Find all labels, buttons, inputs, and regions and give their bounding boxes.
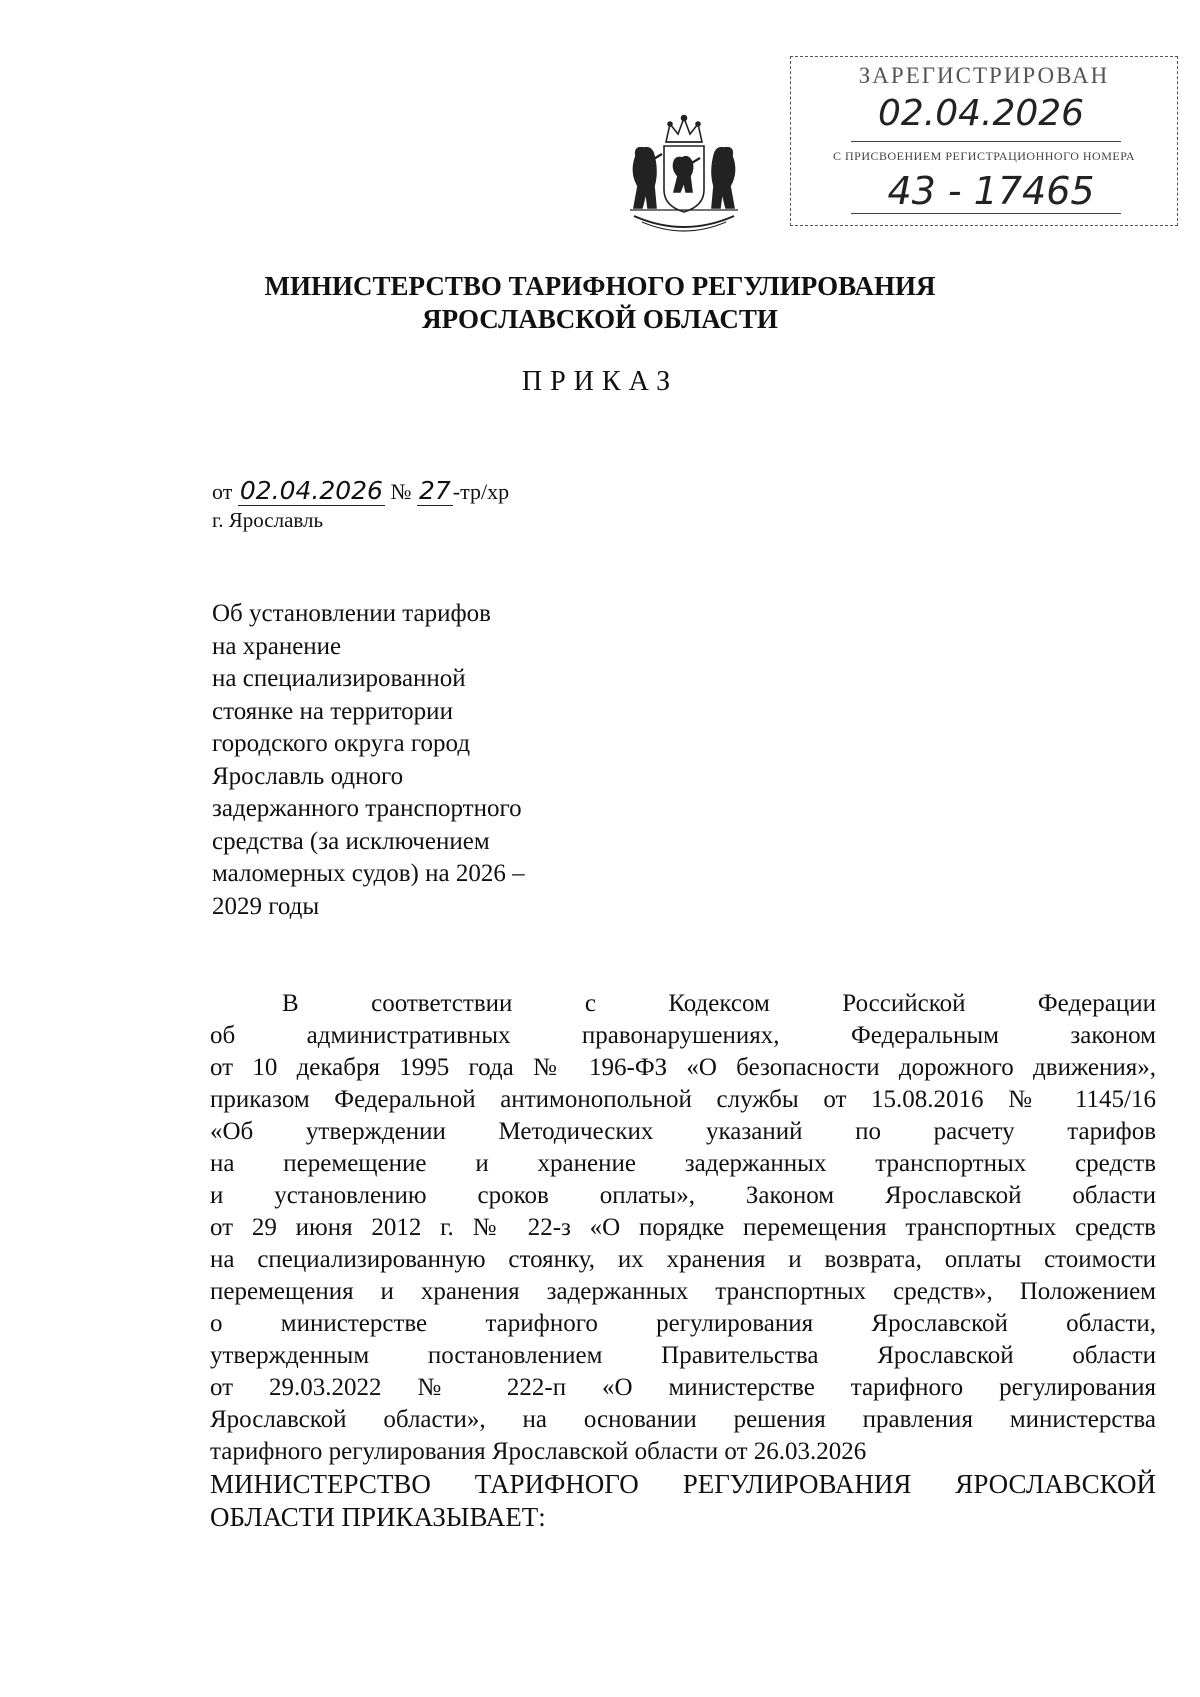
subject-line: Об установлении тарифов [212,600,491,627]
subject-line: на специализированной [212,665,466,692]
stamp-divider [851,141,1121,142]
order-number-line [212,476,509,506]
subject-line: на хранение [212,632,342,660]
order-city: г. Ярославль [212,508,324,532]
subject-line: Ярославль одного [212,762,404,790]
order-date: 02.04.2026 [239,476,383,505]
order-number: 27 [418,476,451,505]
ministry-orders-line: МИНИСТЕРСТВО ТАРИФНОГО РЕГУЛИРОВАНИЯ ЯРОСЛАВСКОЙ [210,1469,1156,1499]
order-body [210,988,1156,1534]
body-line: на перемещение и хранение задержанных транспортных средств [210,1150,1156,1177]
body-line: «Об утверждении Методических указаний по расчету тарифов [210,1118,1156,1145]
subject-line: городского округа город [212,730,471,757]
body-line: В соответствии с Кодексом Российской Федерации [282,990,1156,1017]
body-line: на специализированную стоянку, их хранения и возврата, оплаты стоимости [210,1246,1156,1273]
body-line: и установлению сроков оплаты», Законом Ярославской области [210,1182,1156,1209]
body-line: от 29.03.2022 № 222-п «О министерстве тарифного регулирования [210,1374,1156,1401]
order-subject [212,598,592,923]
document-type: ПРИКАЗ [521,366,679,397]
body-line: от 10 декабря 1995 года № 196-ФЗ «О безопасности дорожного движения», [210,1054,1156,1081]
subject-line: средства (за исключением [212,827,490,855]
body-line: приказом Федеральной антимонопольной службы от 15.08.2016 № 1145/16 [210,1086,1156,1113]
body-line: о министерстве тарифного регулирования Ярославской области, [210,1310,1156,1337]
stamp-divider [851,213,1121,214]
order-number-suffix: -тр/хр [452,479,510,504]
body-line: утвержденным постановлением Правительства Ярославской области [210,1342,1156,1369]
subject-line: стоянке на территории [212,697,453,725]
stamp-note: С ПРИСВОЕНИЕМ РЕГИСТРАЦИОННОГО НОМЕРА [832,149,1136,163]
subject-line: задержанного транспортного [212,795,522,822]
body-line: от 29 июня 2012 г. № 22-з «О порядке перемещения транспортных средств [210,1214,1156,1241]
body-line: об административных правонарушениях, Федеральным законом [210,1022,1156,1049]
registration-stamp [790,56,1178,226]
stamp-registration-number: 43 - 17465 [887,169,1095,213]
body-line: Ярославской области», на основании решения правления министерства [210,1406,1156,1433]
ministry-orders-line: ОБЛАСТИ ПРИКАЗЫВАЕТ: [210,1502,546,1532]
ministry-heading-line: МИНИСТЕРСТВО ТАРИФНОГО РЕГУЛИРОВАНИЯ [264,271,936,301]
subject-line: маломерных судов) на 2026 – [212,860,525,887]
subject-line: 2029 годы [212,892,320,920]
coat-of-arms-icon [622,112,746,240]
order-number-label: № [390,479,412,504]
order-from-label: от [212,479,233,504]
body-line: тарифного регулирования Ярославской области от 26.03.2026 [210,1438,867,1465]
body-line: перемещения и хранения задержанных транспортных средств», Положением [210,1278,1156,1305]
ministry-orders [210,1468,1156,1534]
ministry-heading [0,270,1200,336]
stamp-date: 02.04.2026 [877,93,1085,134]
ministry-heading-line: ЯРОСЛАВСКОЙ ОБЛАСТИ [422,304,778,334]
stamp-title: ЗАРЕГИСТРИРОВАН [858,63,1110,88]
